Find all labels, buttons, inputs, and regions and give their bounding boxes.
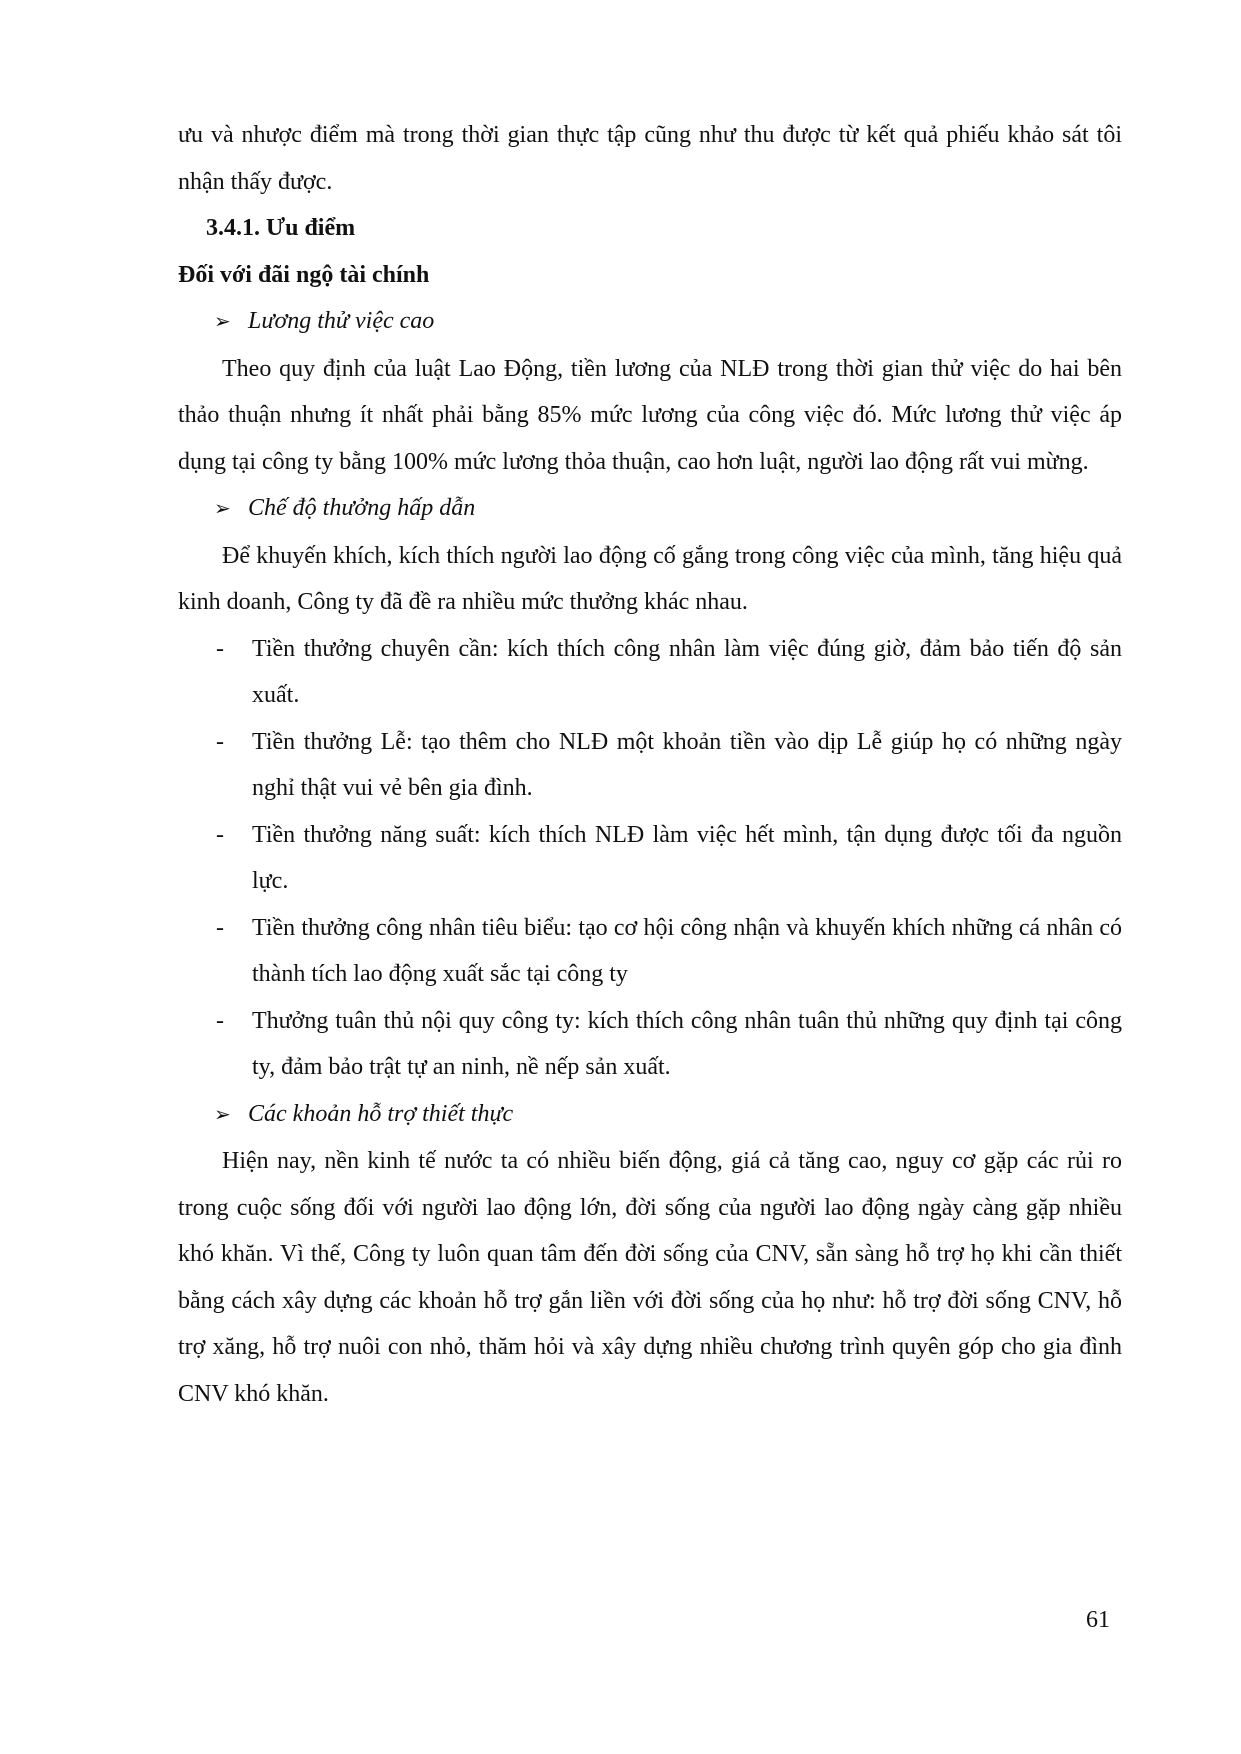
list-item-text: Tiền thưởng Lễ: tạo thêm cho NLĐ một khoản tiền vào dịp Lễ giúp họ có những ngày nghỉ thật vui vẻ bên gia đình. [252,728,1122,801]
list-item-text: Tiền thưởng năng suất: kích thích NLĐ làm việc hết mình, tận dụng được tối đa nguồn lực. [252,821,1122,894]
bullet-title: Chế độ thưởng hấp dẫn [248,495,476,521]
arrow-bullet-icon: ➢ [214,498,231,520]
intro-paragraph: ưu và nhược điểm mà trong thời gian thực tập cũng như thu được từ kết quả phiếu khảo sát tôi nhận thấy được. [178,122,1122,195]
dash-bullet-icon: - [216,821,224,848]
dash-bullet-icon: - [216,914,224,941]
list-item-text: Thưởng tuân thủ nội quy công ty: kích thích công nhân tuân thủ những quy định tại công ty, đảm bảo trật tự an ninh, nề nếp sản xuất. [252,1007,1122,1080]
section-heading: 3.4.1. Ưu điểm [206,215,356,241]
bullet-title: Lương thử việc cao [248,308,435,334]
arrow-bullet-item [178,1091,1122,1139]
body-paragraph: Theo quy định của luật Lao Động, tiền lương của NLĐ trong thời gian thử việc do hai bên thảo thuận nhưng ít nhất phải bằng 85% mức lương của công việc đó. Mức lương thử việc áp dụng tại công ty bằng 100% mức lương thỏa thuận, cao hơn luật, người lao động rất vui mừng. [178,355,1122,475]
list-item-text: Tiền thưởng công nhân tiêu biểu: tạo cơ hội công nhận và khuyến khích những cá nhân có thành tích lao động xuất sắc tại công ty [252,914,1122,987]
page-number: 61 [1086,1607,1110,1633]
list-item [178,812,1122,905]
body-paragraph: Để khuyến khích, kích thích người lao động cố gắng trong công việc của mình, tăng hiệu quả kinh doanh, Công ty đã đề ra nhiều mức thưởng khác nhau. [178,542,1122,615]
subsection-heading: Đối với đãi ngộ tài chính [178,261,430,288]
arrow-bullet-item [178,298,1122,346]
dash-bullet-icon: - [216,635,224,662]
list-item [178,719,1122,812]
body-paragraph: Hiện nay, nền kinh tế nước ta có nhiều biến động, giá cả tăng cao, nguy cơ gặp các rủi ro trong cuộc sống đối với người lao động lớn, đời sống của người lao động ngày càng gặp nhiều khó khăn. Vì thế, Công ty luôn quan tâm đến đời sống của CNV, sẵn sàng hỗ trợ họ khi cần thiết bằng cách xây dựng các khoản hỗ trợ gắn liền với đời sống của họ như: hỗ trợ đời sống CNV, hỗ trợ xăng, hỗ trợ nuôi con nhỏ, thăm hỏi và xây dựng nhiều chương trình quyên góp cho gia đình CNV khó khăn. [178,1148,1122,1407]
list-item [178,905,1122,998]
dash-bullet-icon: - [216,728,224,755]
document-page [178,112,1122,1417]
arrow-bullet-icon: ➢ [214,1103,231,1126]
list-item [178,998,1122,1091]
arrow-bullet-icon: ➢ [214,311,231,333]
bullet-title: Các khoản hỗ trợ thiết thực [248,1100,514,1127]
arrow-bullet-item [178,485,1122,533]
list-item [178,626,1122,719]
dash-bullet-icon: - [216,1007,224,1034]
list-item-text: Tiền thưởng chuyên cần: kích thích công nhân làm việc đúng giờ, đảm bảo tiến độ sản xuất. [252,635,1122,708]
